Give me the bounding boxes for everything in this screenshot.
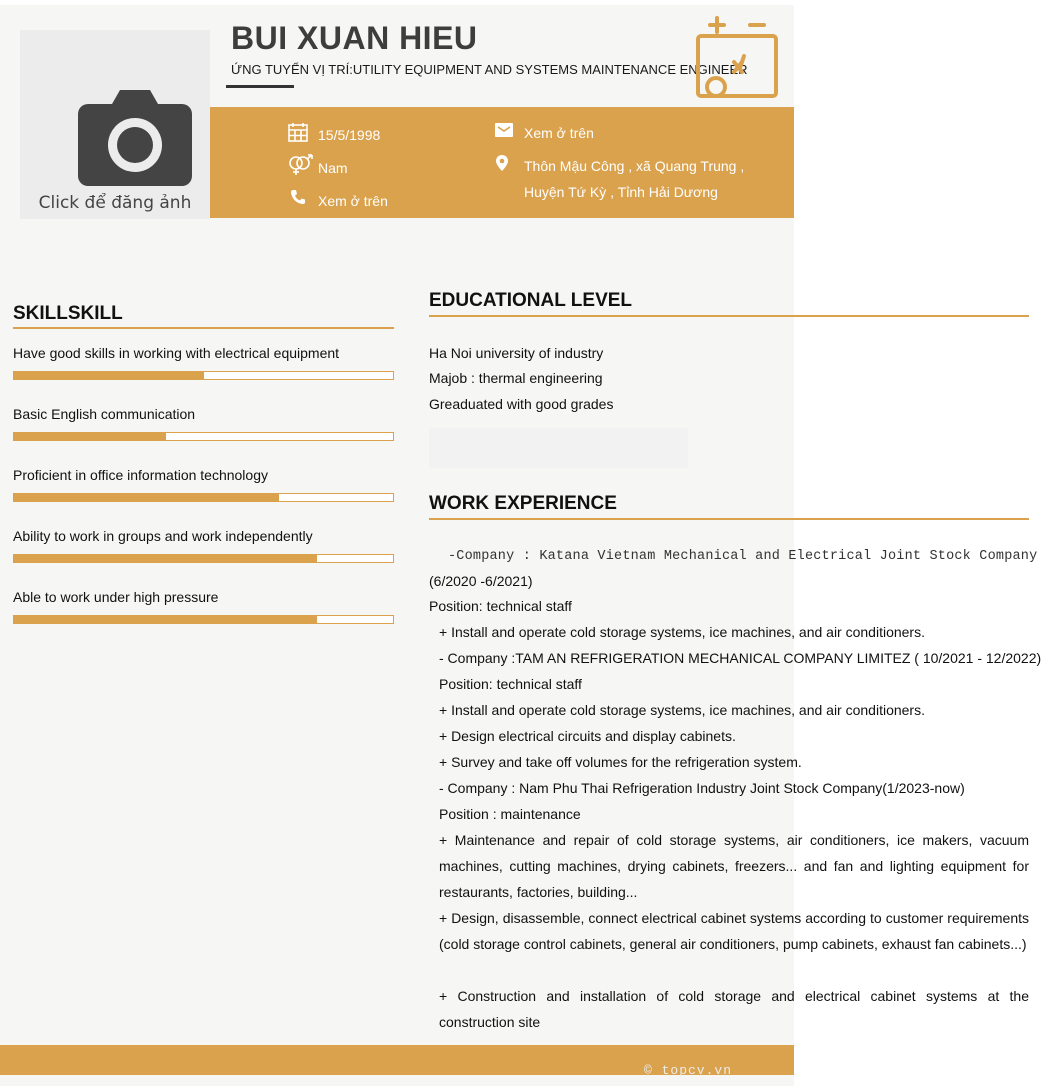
camera-icon bbox=[78, 88, 192, 188]
education-grade: Greaduated with good grades bbox=[429, 396, 614, 412]
education-title: EDUCATIONAL LEVEL bbox=[429, 290, 633, 311]
education-major: Majob : thermal engineering bbox=[429, 370, 603, 386]
photo-upload-label: Click để đăng ảnh bbox=[38, 193, 192, 213]
education-empty-block bbox=[429, 428, 688, 468]
education-divider bbox=[429, 315, 1029, 317]
phone-value: Xem ở trên bbox=[318, 193, 388, 209]
gender-value: Nam bbox=[318, 160, 348, 176]
electrical-cabinet-icon bbox=[694, 14, 780, 102]
photo-upload[interactable] bbox=[20, 30, 210, 219]
location-pin-icon bbox=[495, 154, 509, 172]
skill-label: Able to work under high pressure bbox=[13, 589, 219, 605]
skill-bar bbox=[13, 432, 394, 441]
skill-bar-fill bbox=[14, 616, 317, 623]
skill-label: Basic English communication bbox=[13, 406, 196, 422]
work-period-1: (6/2020 -6/2021) bbox=[429, 573, 533, 589]
skill-bar-fill bbox=[14, 372, 204, 379]
address-line-2: Huyện Tứ Kỳ , Tỉnh Hải Dương bbox=[524, 184, 718, 200]
work-position-1: Position: technical staff bbox=[429, 598, 572, 614]
work-duty-paragraph: + Maintenance and repair of cold storage systems, air conditioners, ice makers, vacuum machines, cutting machines, drying cabinets, freezers... and fan and lighting equipment for restaurants, factories, building... bbox=[439, 832, 1029, 900]
work-duty-paragraph: + Construction and installation of cold storage and electrical cabinet systems at the construction site bbox=[439, 988, 1029, 1030]
work-position-3: Position : maintenance bbox=[439, 806, 581, 822]
applied-position: ỨNG TUYỂN VỊ TRÍ:UTILITY EQUIPMENT AND SYSTEMS MAINTENANCE ENGINEER bbox=[231, 62, 748, 77]
address-line-1: Thôn Mậu Công , xã Quang Trung , bbox=[524, 158, 745, 174]
watermark: © topcv.vn bbox=[644, 1063, 733, 1078]
email-value: Xem ở trên bbox=[524, 125, 594, 141]
skill-label: Proficient in office information technology bbox=[13, 467, 268, 483]
skill-bar-fill bbox=[14, 555, 317, 562]
email-icon bbox=[494, 122, 514, 138]
work-duty: + Install and operate cold storage systems, ice machines, and air conditioners. bbox=[439, 702, 925, 718]
work-duty: + Install and operate cold storage systems, ice machines, and air conditioners. bbox=[439, 624, 925, 640]
skills-divider bbox=[13, 327, 394, 329]
skill-bar bbox=[13, 615, 394, 624]
name-underline bbox=[226, 85, 294, 88]
skill-label: Ability to work in groups and work independently bbox=[13, 528, 313, 544]
work-company-1: -Company : Katana Vietnam Mechanical and Electrical Joint Stock Company bbox=[448, 549, 1038, 564]
skill-bar bbox=[13, 554, 394, 563]
contact-bar bbox=[210, 107, 794, 218]
skill-bar bbox=[13, 493, 394, 502]
education-school: Ha Noi university of industry bbox=[429, 345, 604, 361]
candidate-name: BUI XUAN HIEU bbox=[231, 20, 478, 56]
work-position-2: Position: technical staff bbox=[439, 676, 582, 692]
calendar-icon bbox=[288, 122, 308, 142]
skills-title: SKILLSKILL bbox=[13, 303, 123, 324]
work-duty-paragraph: + Design, disassemble, connect electrical cabinet systems according to customer requirements (cold storage control cabinets, general air conditioners, pump cabinets, exhaust fan cabinets...) bbox=[439, 910, 1029, 952]
gender-icon bbox=[288, 154, 314, 176]
work-title: WORK EXPERIENCE bbox=[429, 493, 617, 514]
birthdate-value: 15/5/1998 bbox=[318, 127, 381, 143]
work-duty: + Design electrical circuits and display cabinets. bbox=[439, 728, 736, 744]
skill-bar-fill bbox=[14, 433, 166, 440]
phone-icon bbox=[290, 189, 306, 205]
work-company-3: - Company : Nam Phu Thai Refrigeration Industry Joint Stock Company(1/2023-now) bbox=[439, 780, 965, 796]
work-divider bbox=[429, 518, 1029, 520]
skill-bar bbox=[13, 371, 394, 380]
work-company-2: - Company :TAM AN REFRIGERATION MECHANICAL COMPANY LIMITEZ ( 10/2021 - 12/2022) bbox=[439, 650, 1042, 666]
skill-bar-fill bbox=[14, 494, 279, 501]
work-duty: + Survey and take off volumes for the refrigeration system. bbox=[439, 754, 802, 770]
skill-label: Have good skills in working with electrical equipment bbox=[13, 345, 340, 361]
